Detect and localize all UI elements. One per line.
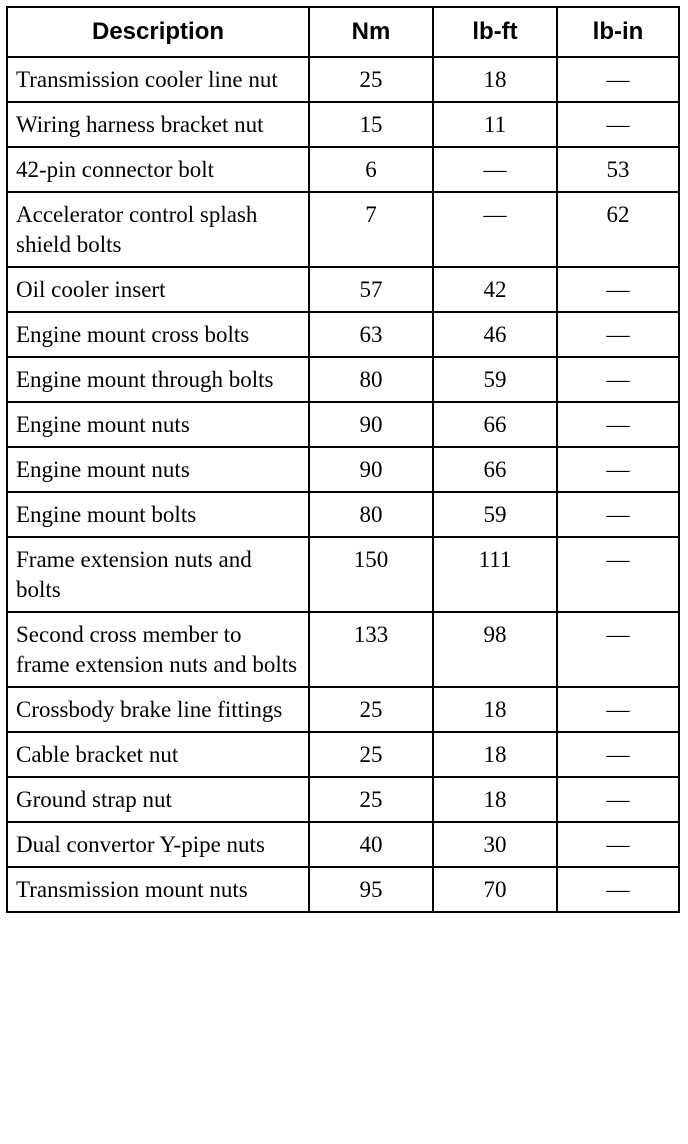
cell-description: Frame extension nuts and bolts — [7, 537, 309, 612]
cell-lb-ft: 111 — [433, 537, 557, 612]
cell-lb-ft: 70 — [433, 867, 557, 912]
cell-lb-in: — — [557, 102, 679, 147]
torque-spec-table — [6, 6, 680, 913]
cell-nm: 90 — [309, 402, 433, 447]
cell-nm: 7 — [309, 192, 433, 267]
table-row — [7, 822, 679, 867]
table-row — [7, 537, 679, 612]
cell-description: Wiring harness bracket nut — [7, 102, 309, 147]
cell-lb-in: — — [557, 732, 679, 777]
cell-lb-ft: 18 — [433, 687, 557, 732]
cell-description: Accelerator control splash shield bolts — [7, 192, 309, 267]
cell-nm: 80 — [309, 492, 433, 537]
cell-lb-in: — — [557, 492, 679, 537]
table-row — [7, 777, 679, 822]
cell-lb-ft: 18 — [433, 777, 557, 822]
header-lb-ft: lb-ft — [433, 7, 557, 57]
cell-lb-ft: 46 — [433, 312, 557, 357]
header-description: Description — [7, 7, 309, 57]
cell-lb-ft: 18 — [433, 57, 557, 102]
table-row — [7, 147, 679, 192]
cell-description: Engine mount cross bolts — [7, 312, 309, 357]
cell-lb-ft: 11 — [433, 102, 557, 147]
cell-nm: 150 — [309, 537, 433, 612]
table-row — [7, 192, 679, 267]
cell-lb-ft: — — [433, 147, 557, 192]
cell-nm: 25 — [309, 732, 433, 777]
cell-description: Transmission mount nuts — [7, 867, 309, 912]
cell-description: Second cross member to frame extension nuts and bolts — [7, 612, 309, 687]
cell-nm: 25 — [309, 57, 433, 102]
cell-nm: 80 — [309, 357, 433, 402]
cell-lb-in: — — [557, 312, 679, 357]
cell-nm: 6 — [309, 147, 433, 192]
cell-lb-ft: 98 — [433, 612, 557, 687]
cell-nm: 95 — [309, 867, 433, 912]
table-row — [7, 312, 679, 357]
header-row — [7, 7, 679, 57]
cell-nm: 40 — [309, 822, 433, 867]
table-row — [7, 447, 679, 492]
cell-lb-in: — — [557, 867, 679, 912]
table-row — [7, 732, 679, 777]
table-row — [7, 492, 679, 537]
cell-lb-in: — — [557, 357, 679, 402]
cell-lb-ft: 30 — [433, 822, 557, 867]
cell-description: Engine mount through bolts — [7, 357, 309, 402]
cell-lb-ft: 59 — [433, 357, 557, 402]
cell-nm: 25 — [309, 777, 433, 822]
cell-nm: 57 — [309, 267, 433, 312]
cell-lb-ft: 18 — [433, 732, 557, 777]
cell-lb-ft: 42 — [433, 267, 557, 312]
cell-description: 42-pin connector bolt — [7, 147, 309, 192]
cell-lb-in: — — [557, 612, 679, 687]
cell-lb-ft: 66 — [433, 447, 557, 492]
cell-description: Dual convertor Y-pipe nuts — [7, 822, 309, 867]
table-row — [7, 57, 679, 102]
cell-lb-in: — — [557, 447, 679, 492]
cell-description: Engine mount nuts — [7, 447, 309, 492]
table-row — [7, 357, 679, 402]
cell-description: Engine mount nuts — [7, 402, 309, 447]
table-row — [7, 102, 679, 147]
table-row — [7, 867, 679, 912]
cell-description: Crossbody brake line fittings — [7, 687, 309, 732]
cell-nm: 25 — [309, 687, 433, 732]
table-row — [7, 402, 679, 447]
cell-lb-in: — — [557, 777, 679, 822]
cell-lb-in: — — [557, 687, 679, 732]
cell-lb-in: 62 — [557, 192, 679, 267]
cell-nm: 90 — [309, 447, 433, 492]
cell-description: Ground strap nut — [7, 777, 309, 822]
table-row — [7, 267, 679, 312]
cell-lb-in: — — [557, 57, 679, 102]
cell-nm: 63 — [309, 312, 433, 357]
cell-description: Cable bracket nut — [7, 732, 309, 777]
cell-lb-in: — — [557, 822, 679, 867]
cell-lb-in: 53 — [557, 147, 679, 192]
cell-lb-in: — — [557, 402, 679, 447]
cell-lb-ft: 66 — [433, 402, 557, 447]
cell-lb-ft: — — [433, 192, 557, 267]
cell-description: Oil cooler insert — [7, 267, 309, 312]
table-row — [7, 612, 679, 687]
cell-lb-ft: 59 — [433, 492, 557, 537]
header-nm: Nm — [309, 7, 433, 57]
cell-lb-in: — — [557, 537, 679, 612]
cell-description: Transmission cooler line nut — [7, 57, 309, 102]
cell-lb-in: — — [557, 267, 679, 312]
cell-description: Engine mount bolts — [7, 492, 309, 537]
cell-nm: 133 — [309, 612, 433, 687]
header-lb-in: lb-in — [557, 7, 679, 57]
table-row — [7, 687, 679, 732]
cell-nm: 15 — [309, 102, 433, 147]
